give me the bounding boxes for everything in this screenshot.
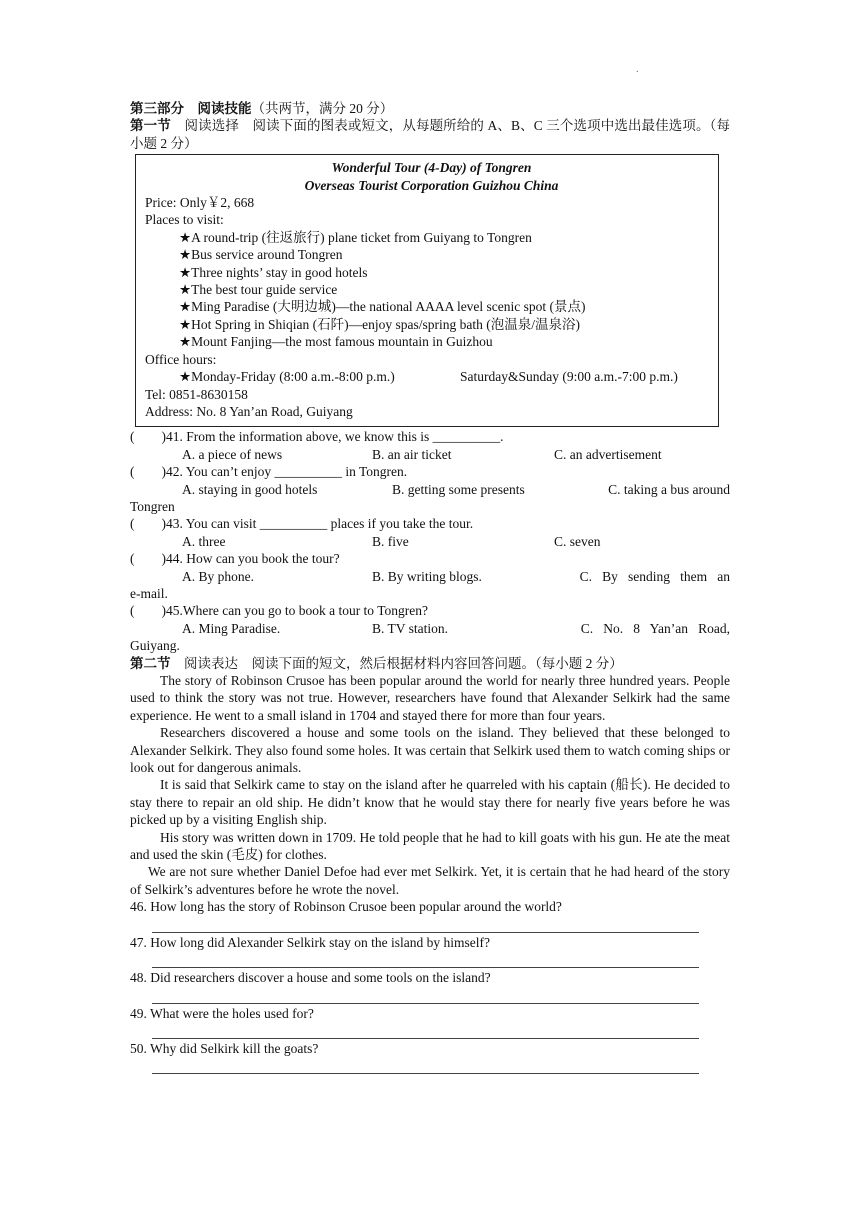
option-row xyxy=(130,481,730,498)
ad-address: Address: No. 8 Yan’an Road, Guiyang xyxy=(145,403,353,419)
question-stem: ( )44. How can you book the tour? xyxy=(130,551,340,567)
passage-paragraph: The story of Robinson Crusoe has been popular around the world for nearly three hundred years. People used to think the story was not true. However, researchers have found that Alexander Selkirk had the same experience. He went to a small island in 1704 and stayed there for more than four years. xyxy=(130,673,730,723)
ad-place-item: ★Mount Fanjing—the most famous mountain in Guizhou xyxy=(179,334,493,350)
passage-paragraph: We are not sure whether Daniel Defoe had ever met Selkirk. Yet, it is certain that he had heard of the story of Selkirk’s adventures before he wrote the novel. xyxy=(130,864,730,897)
ad-places-label: Places to visit: xyxy=(145,212,224,228)
option-a[interactable]: A. three xyxy=(182,533,226,549)
option-c[interactable]: C. an advertisement xyxy=(554,446,662,462)
part-note: （共两节，满分 20 分） xyxy=(251,101,394,116)
section1-instructions: 阅读选择 阅读下面的图表或短文，从每题所给的 A、B、C 三个选项中选出最佳选项。（每小题 2 分） xyxy=(130,118,731,151)
option-c[interactable]: C. taking a bus around xyxy=(608,481,730,497)
answer-line[interactable] xyxy=(152,1057,699,1074)
ad-place-item: ★Bus service around Tongren xyxy=(179,247,343,263)
section1-label: 第一节 xyxy=(130,118,171,134)
section2-instructions: 阅读表达 阅读下面的短文，然后根据材料内容回答问题。（每小题 2 分） xyxy=(170,655,623,671)
question-stem: ( )42. You can’t enjoy __________ in Tongren. xyxy=(130,464,408,480)
part-heading xyxy=(130,100,730,117)
answer-line[interactable] xyxy=(152,987,699,1004)
answer-line[interactable] xyxy=(152,951,699,968)
answer-question: 48. Did researchers discover a house and some tools on the island? xyxy=(130,970,491,986)
ad-place-item: ★A round-trip (往返旅行) plane ticket from Guiyang to Tongren xyxy=(179,229,532,245)
option-b[interactable]: B. getting some presents xyxy=(392,481,525,497)
option-row xyxy=(130,533,730,550)
ad-title: Wonderful Tour (4-Day) of Tongren xyxy=(331,160,532,176)
option-wrap: Tongren xyxy=(130,498,175,514)
option-b[interactable]: B. an air ticket xyxy=(372,446,452,462)
question-stem: ( )45.Where can you go to book a tour to Tongren? xyxy=(130,603,428,619)
passage-paragraph: It is said that Selkirk came to stay on the island after he quarreled with his captain (船长). He decided to stay there to repair an old ship. He didn’t know that he would stay there for nearly five years before he was picked up by a visiting English ship. xyxy=(130,777,730,828)
option-row xyxy=(130,446,730,463)
answer-question: 46. How long has the story of Robinson Crusoe been popular around the world? xyxy=(130,899,562,915)
option-a[interactable]: A. Ming Paradise. xyxy=(182,620,281,636)
option-c[interactable]: C. No. 8 Yan’an Road, xyxy=(580,620,730,636)
section2-heading xyxy=(130,655,730,672)
mc-question xyxy=(130,463,730,515)
answer-line[interactable] xyxy=(152,916,699,933)
mc-question xyxy=(130,550,730,602)
option-b[interactable]: B. By writing blogs. xyxy=(372,568,482,584)
ad-company: Overseas Tourist Corporation Guizhou China xyxy=(304,177,559,193)
answer-question: 50. Why did Selkirk kill the goats? xyxy=(130,1040,319,1056)
option-a[interactable]: A. staying in good hotels xyxy=(182,481,318,497)
answer-question: 47. How long did Alexander Selkirk stay on the island by himself? xyxy=(130,934,490,950)
ad-office-label: Office hours: xyxy=(145,351,217,367)
option-b[interactable]: B. five xyxy=(372,533,409,549)
section1-heading xyxy=(130,117,730,152)
ad-place-item: ★Hot Spring in Shiqian (石阡)—enjoy spas/spring bath (泡温泉/温泉浴) xyxy=(179,316,580,332)
option-row xyxy=(130,620,730,637)
passage-paragraph: Researchers discovered a house and some tools on the island. They believed that these belonged to Alexander Selkirk. They also found some holes. It was certain that Selkirk used them to watch coming ships or look out for dangerous animals. xyxy=(130,725,730,776)
option-a[interactable]: A. By phone. xyxy=(182,568,254,584)
section2-label: 第二节 xyxy=(130,655,171,671)
tour-advertisement-box xyxy=(135,154,719,427)
answer-question: 49. What were the holes used for? xyxy=(130,1005,314,1021)
option-c[interactable]: C. seven xyxy=(554,533,601,549)
ad-place-item: ★Ming Paradise (大明边城)—the national AAAA level scenic spot (景点) xyxy=(179,299,586,315)
ad-price: Price: Only￥2, 668 xyxy=(145,195,255,211)
mc-question xyxy=(130,602,730,654)
option-wrap: Guiyang. xyxy=(130,638,180,654)
option-c[interactable]: C. By sending them an xyxy=(579,568,730,584)
option-b[interactable]: B. TV station. xyxy=(372,620,449,636)
ad-place-item: ★The best tour guide service xyxy=(179,282,338,298)
passage-paragraph: His story was written down in 1709. He told people that he had to kill goats with his gun. He ate the meat and used the skin (毛皮) for clothes. xyxy=(130,829,730,863)
corner-mark: . xyxy=(636,64,639,75)
option-wrap: e-mail. xyxy=(130,585,168,601)
mc-question xyxy=(130,515,730,550)
mc-question xyxy=(130,428,730,463)
option-a[interactable]: A. a piece of news xyxy=(182,446,283,462)
question-stem: ( )41. From the information above, we know this is __________. xyxy=(130,429,504,445)
office-weekday: ★Monday-Friday (8:00 a.m.-8:00 p.m.) xyxy=(179,369,395,385)
exam-page xyxy=(130,100,730,1075)
ad-place-item: ★Three nights’ stay in good hotels xyxy=(179,264,368,280)
ad-office-hours xyxy=(145,368,718,385)
question-stem: ( )43. You can visit __________ places if you take the tour. xyxy=(130,516,474,532)
answer-line[interactable] xyxy=(152,1022,699,1039)
option-row xyxy=(130,568,730,585)
office-weekend: Saturday&Sunday (9:00 a.m.-7:00 p.m.) xyxy=(460,369,678,385)
part-title: 第三部分 阅读技能 xyxy=(130,101,252,116)
ad-tel: Tel: 0851-8630158 xyxy=(145,386,248,402)
